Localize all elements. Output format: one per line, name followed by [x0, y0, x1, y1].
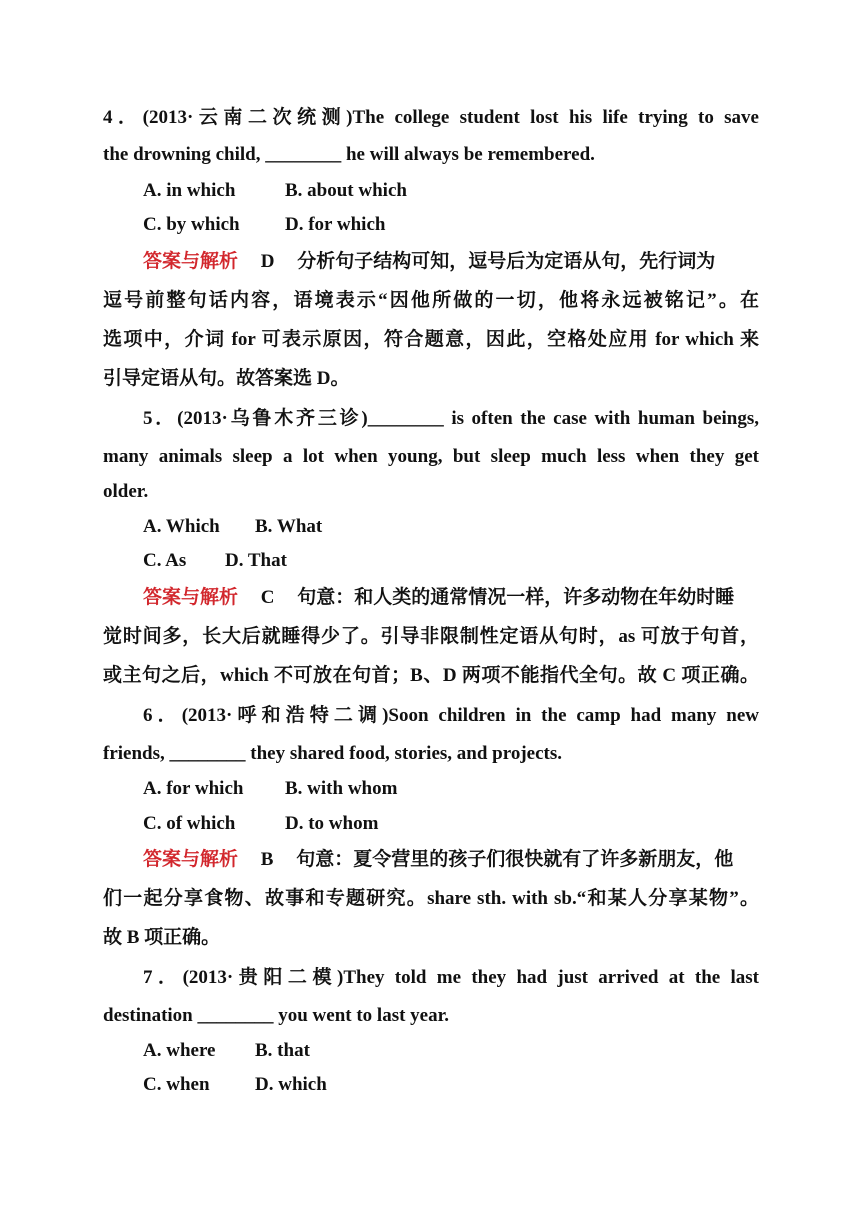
q4-answer-letter: D — [260, 251, 275, 272]
q7-option-c: C. when — [143, 1074, 210, 1095]
q7-options-row-1 — [143, 1035, 759, 1067]
q5-option-d: D. That — [225, 550, 287, 571]
q4-option-c: C. by which — [143, 214, 240, 235]
q5-analysis-line-2: 觉时间多，长大后就睡得少了。引导非限制性定语从句时，as 可放于句首， — [103, 626, 759, 647]
q5-stem-line-3: older. — [103, 481, 149, 502]
q5-stem-line-1: 5．(2013·乌鲁木齐三诊)________ is often the case with human beings, — [143, 408, 759, 429]
q4-analysis-line-2: 逗号前整句话内容，语境表示“因他所做的一切，他将永远被铭记”。在 — [103, 290, 759, 311]
q5-analysis-text: 句意：和人类的通常情况一样，许多动物在年幼时睡 — [297, 587, 735, 608]
q4-stem-line-2: the drowning child, ________ he will always be remembered. — [103, 144, 595, 165]
q6-answer-label: 答案与解析 — [143, 849, 239, 870]
q5-answer-label: 答案与解析 — [143, 587, 239, 608]
q7-options-row-2 — [143, 1069, 759, 1101]
q6-stem-line-1: 6．(2013·呼和浩特二调)Soon children in the camp had many new — [143, 705, 759, 726]
q6-option-b: B. with whom — [285, 778, 398, 799]
q6-analysis-text: 句意：夏令营里的孩子们很快就有了许多新朋友，他 — [296, 849, 734, 870]
q4-option-b: B. about which — [285, 180, 407, 201]
q4-option-a: A. in which — [143, 180, 236, 201]
q6-analysis-line-3: 故 B 项正确。 — [103, 927, 221, 948]
q5-option-a: A. Which — [143, 516, 220, 537]
q6-option-a: A. for which — [143, 778, 244, 799]
q7-stem-line-1: 7．(2013·贵阳二模)They told me they had just arrived at the last — [143, 967, 759, 988]
q7-option-d: D. which — [255, 1074, 327, 1095]
q6-analysis-line-2: 们一起分享食物、故事和专题研究。share sth. with sb.“和某人分享某物”。 — [103, 888, 759, 909]
q5-options-row-1 — [143, 511, 759, 543]
q7-stem-line-2: destination ________ you went to last year. — [103, 1005, 450, 1026]
q6-stem-line-2: friends, ________ they shared food, stories, and projects. — [103, 743, 562, 764]
q5-answer-letter: C — [260, 587, 275, 608]
q5-option-c: C. As — [143, 550, 187, 571]
q5-analysis-line-1 — [143, 582, 759, 614]
q7-option-a: A. where — [143, 1040, 216, 1061]
q5-stem-line-2: many animals sleep a lot when young, but sleep much less when they get — [103, 446, 759, 467]
q7-option-b: B. that — [255, 1040, 310, 1061]
q6-option-c: C. of which — [143, 813, 236, 834]
q4-analysis-line-3: 选项中，介词 for 可表示原因，符合题意，因此，空格处应用 for which 来 — [103, 329, 759, 350]
q6-options-row-1 — [143, 773, 759, 805]
q5-options-row-2 — [143, 545, 759, 577]
q4-analysis-line-1 — [143, 246, 759, 278]
q4-options-row-1 — [143, 175, 759, 207]
q5-analysis-line-3: 或主句之后，which 不可放在句首；B、D 两项不能指代全句。故 C 项正确。 — [103, 665, 759, 686]
q4-analysis-text: 分析句子结构可知，逗号后为定语从句，先行词为 — [297, 251, 716, 272]
q4-analysis-line-4: 引导定语从句。故答案选 D。 — [103, 368, 350, 389]
q4-answer-label: 答案与解析 — [143, 251, 239, 272]
q5-option-b: B. What — [255, 516, 323, 537]
q6-option-d: D. to whom — [285, 813, 379, 834]
q6-analysis-line-1 — [143, 844, 759, 876]
q4-stem-line-1: 4．(2013·云南二次统测)The college student lost his life trying to save — [103, 107, 759, 128]
q6-answer-letter: B — [260, 849, 274, 870]
q6-options-row-2 — [143, 808, 759, 840]
q4-options-row-2 — [143, 209, 759, 241]
q4-option-d: D. for which — [285, 214, 386, 235]
